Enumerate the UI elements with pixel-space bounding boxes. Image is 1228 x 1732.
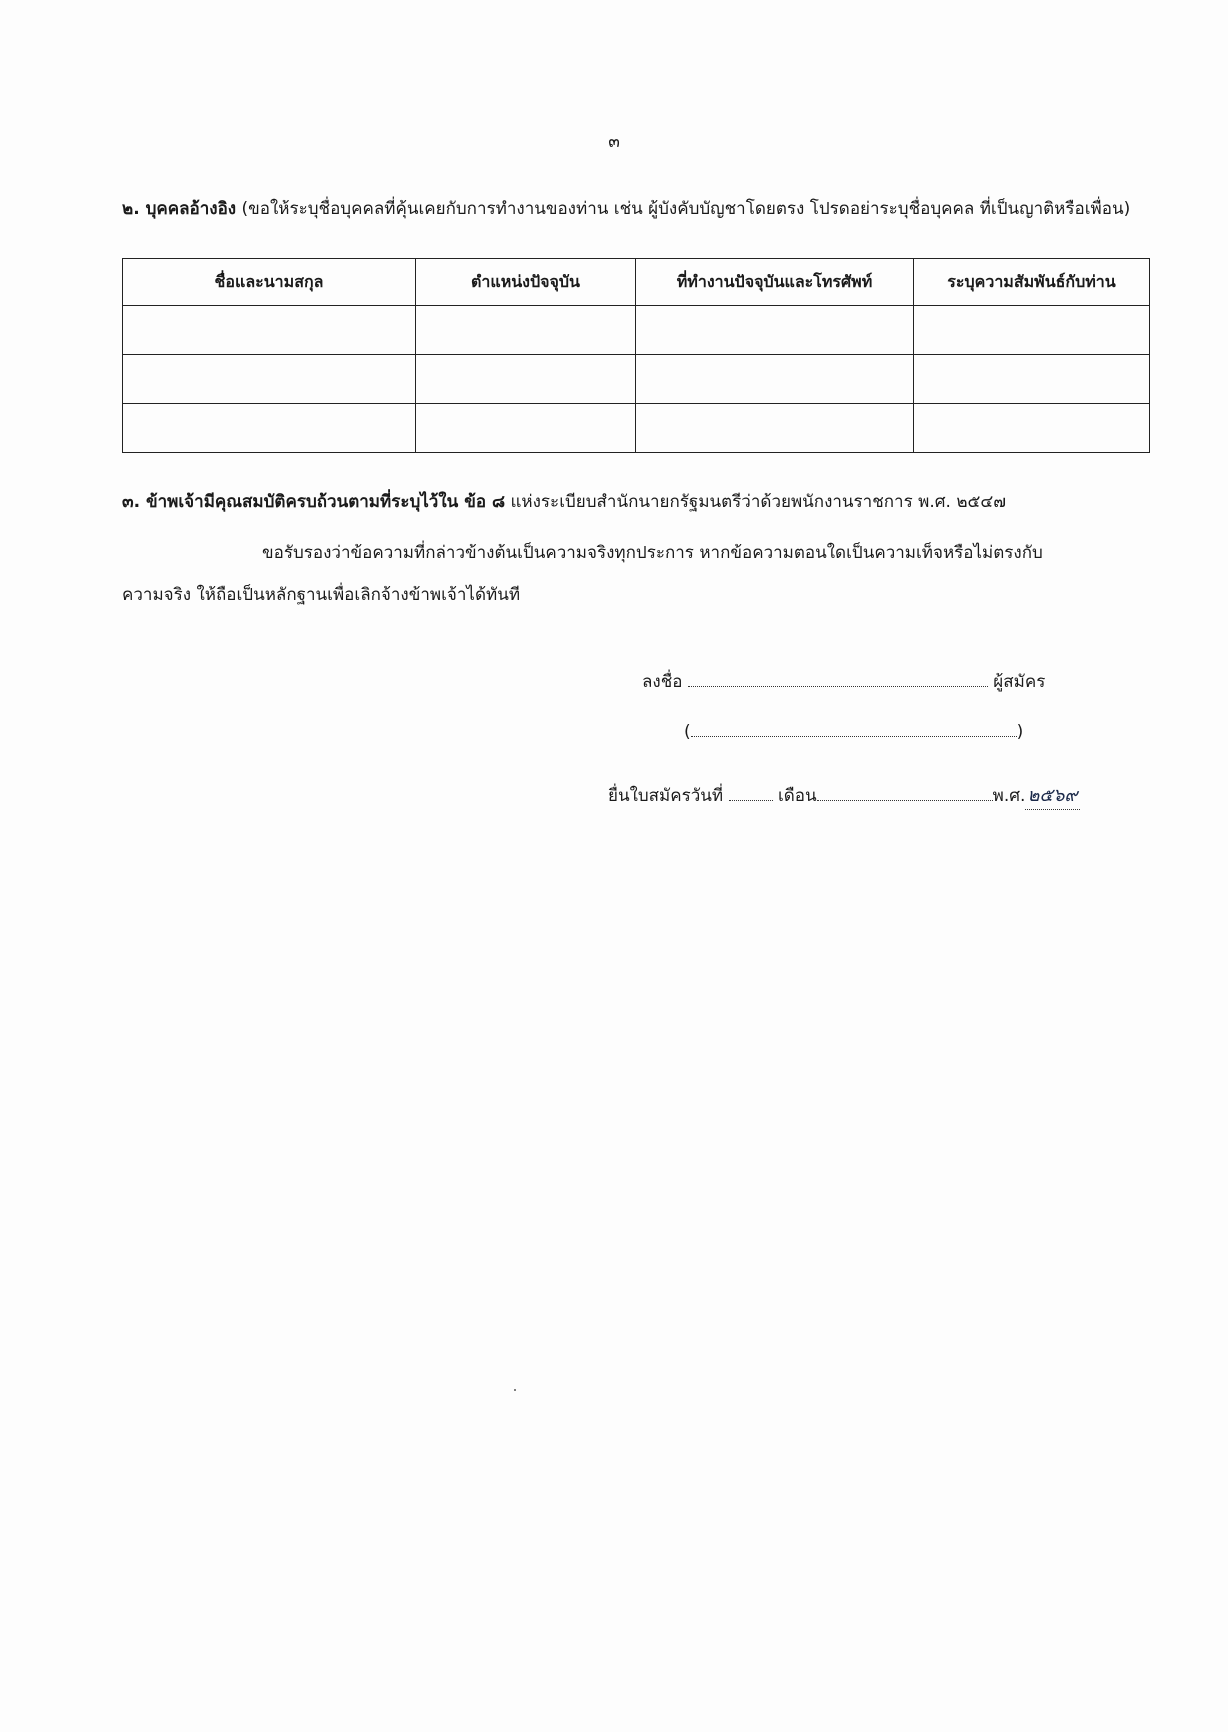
day-field[interactable] (729, 786, 773, 801)
header-workplace-phone: ที่ทำงานปัจจุบันและโทรศัพท์ (636, 259, 914, 306)
declaration-line-1: ขอรับรองว่าข้อความที่กล่าวข้างต้นเป็นความจริงทุกประการ หากข้อความตอนใดเป็นความเท็จหรือไม่ตรงกับ (262, 543, 1043, 563)
table-row (123, 306, 1150, 355)
header-position: ตำแหน่งปัจจุบัน (416, 259, 636, 306)
month-field[interactable] (817, 786, 993, 801)
scan-speck (514, 1389, 516, 1391)
section-qualifications (122, 487, 1148, 517)
signature-field[interactable] (688, 672, 988, 687)
cell-position[interactable] (416, 306, 636, 355)
header-relationship: ระบุความสัมพันธ์กับท่าน (914, 259, 1150, 306)
cell-relationship[interactable] (914, 404, 1150, 453)
cell-position[interactable] (416, 355, 636, 404)
paren-open: ( (684, 722, 691, 742)
section-2-heading: ๒. บุคคลอ้างอิง (122, 199, 237, 219)
signature-line (642, 668, 1045, 695)
section-3-bold-text: ๓. ข้าพเจ้ามีคุณสมบัติครบถ้วนตามที่ระบุไว้ใน ข้อ ๘ (122, 492, 506, 512)
cell-workplace-phone[interactable] (636, 404, 914, 453)
table-header-row (123, 259, 1150, 306)
cell-relationship[interactable] (914, 355, 1150, 404)
section-3-text: แห่งระเบียบสำนักนายกรัฐมนตรีว่าด้วยพนักงานราชการ พ.ศ. ๒๕๔๗ (505, 492, 1007, 512)
date-label: ยื่นใบสมัครวันที่ (608, 786, 724, 806)
table-row (123, 404, 1150, 453)
printed-name-line (684, 722, 1023, 742)
page-number: ๓ (608, 132, 620, 152)
applicant-label: ผู้สมัคร (993, 672, 1046, 692)
cell-position[interactable] (416, 404, 636, 453)
cell-workplace-phone[interactable] (636, 306, 914, 355)
cell-name[interactable] (123, 355, 416, 404)
sign-label: ลงชื่อ (642, 672, 683, 692)
header-name: ชื่อและนามสกุล (123, 259, 416, 306)
cell-workplace-phone[interactable] (636, 355, 914, 404)
year-label: พ.ศ. (992, 786, 1026, 806)
application-date-line (608, 780, 1080, 810)
declaration-line-2: ความจริง ให้ถือเป็นหลักฐานเพื่อเลิกจ้างข้าพเจ้าได้ทันที (122, 585, 521, 605)
section-2-instruction: (ขอให้ระบุชื่อบุคคลที่คุ้นเคยกับการทำงานของท่าน เช่น ผู้บังคับบัญชาโดยตรง โปรดอย่าระบุชื่อบุคคล ที่เป็นญาติหรือเพื่อน) (241, 199, 1131, 219)
cell-name[interactable] (123, 306, 416, 355)
paren-close: ) (1016, 722, 1024, 742)
cell-relationship[interactable] (914, 306, 1150, 355)
month-label: เดือน (777, 786, 817, 806)
declaration-paragraph (122, 532, 1148, 616)
printed-name-field[interactable] (691, 722, 1017, 737)
table-row (123, 355, 1150, 404)
cell-name[interactable] (123, 404, 416, 453)
references-table (122, 258, 1150, 453)
year-field[interactable]: ๒๕๖๙ (1025, 780, 1079, 810)
section-references (122, 194, 1148, 224)
